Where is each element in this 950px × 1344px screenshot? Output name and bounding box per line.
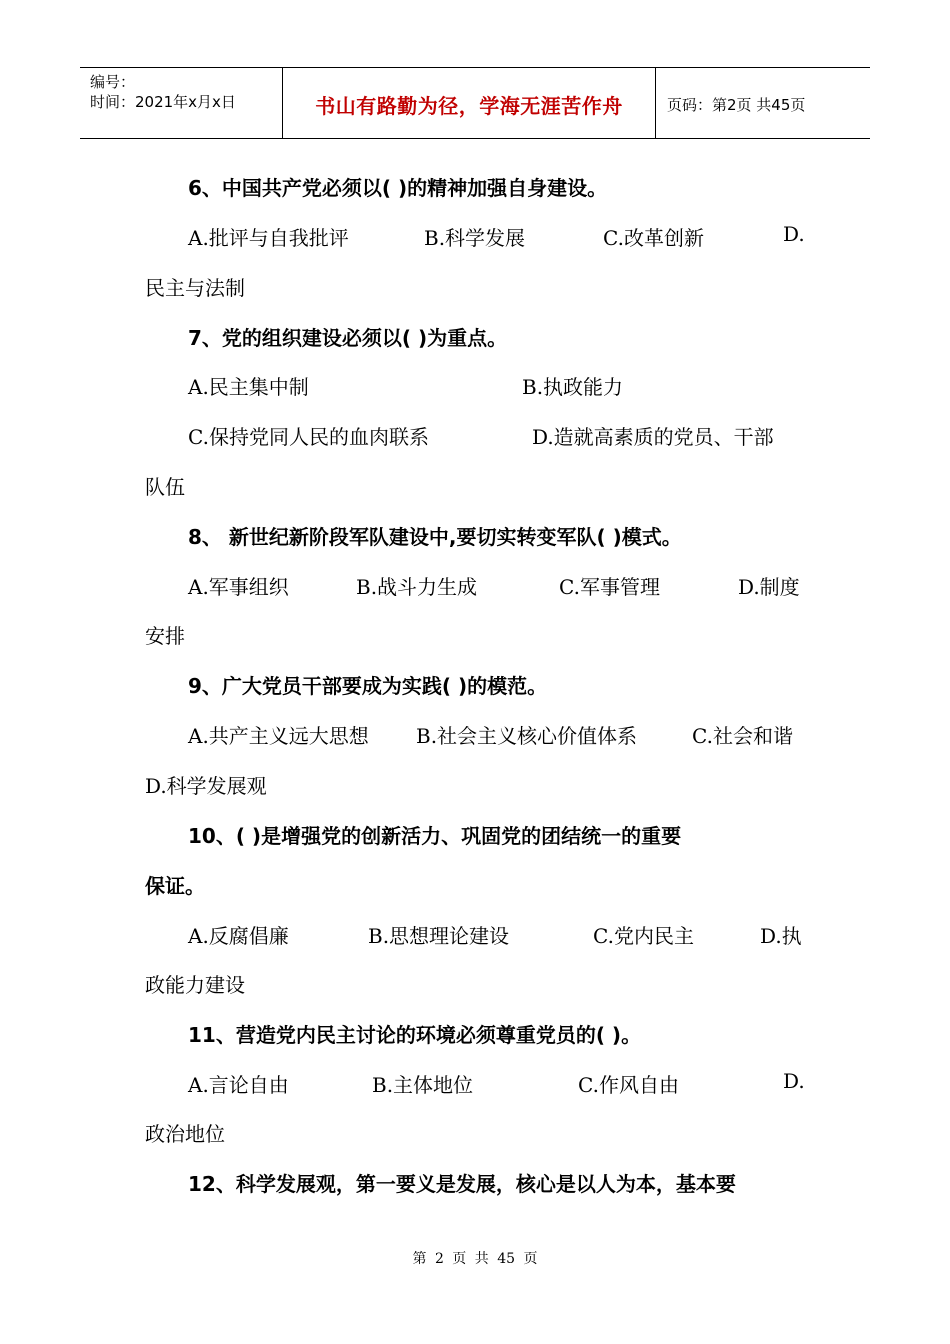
option-11d: D. — [783, 1069, 805, 1093]
option-9a: A.共产主义远大思想 — [188, 724, 369, 748]
option-9d: D.科学发展观 — [145, 774, 267, 798]
option-7d-cont: 队伍 — [145, 475, 185, 499]
header-info-cell — [80, 68, 282, 138]
header-motto-cell — [282, 68, 656, 138]
option-8d-cont: 安排 — [145, 624, 185, 648]
option-6c: C.改革创新 — [603, 226, 704, 250]
option-7c: C.保持党同人民的血肉联系 — [188, 425, 429, 449]
option-10a: A.反腐倡廉 — [188, 924, 289, 948]
question-7: 7、党的组织建设必须以( )为重点。 — [188, 326, 508, 350]
time-label: 时间：2021年x月x日 — [90, 93, 236, 111]
question-8: 8、 新世纪新阶段军队建设中,要切实转变军队( )模式。 — [188, 525, 682, 549]
option-6b: B.科学发展 — [424, 226, 526, 250]
option-6d-text: 民主与法制 — [145, 276, 245, 300]
question-6: 6、中国共产党必须以( )的精神加强自身建设。 — [188, 176, 608, 200]
option-8a: A.军事组织 — [188, 575, 289, 599]
question-10: 10、( )是增强党的创新活力、巩固党的团结统一的重要 — [188, 824, 682, 848]
page-header — [80, 67, 870, 139]
question-11: 11、营造党内民主讨论的环境必须尊重党员的( )。 — [188, 1023, 642, 1047]
option-7d: D.造就高素质的党员、干部 — [532, 425, 774, 449]
page-footer: 第 2 页 共 45 页 — [412, 1251, 538, 1267]
option-6a: A.批评与自我批评 — [188, 226, 349, 250]
option-11c: C.作风自由 — [578, 1073, 679, 1097]
option-8b: B.战斗力生成 — [356, 575, 478, 599]
option-11b: B.主体地位 — [372, 1073, 474, 1097]
option-11a: A.言论自由 — [188, 1073, 289, 1097]
option-10b: B.思想理论建设 — [368, 924, 510, 948]
option-8c: C.军事管理 — [559, 575, 660, 599]
option-10d: D.执 — [760, 924, 802, 948]
option-10d-cont: 政能力建设 — [145, 973, 245, 997]
motto-text: 书山有路勤为径，学海无涯苦作舟 — [315, 94, 623, 118]
question-10-cont: 保证。 — [145, 874, 205, 898]
option-7b: B.执政能力 — [522, 375, 624, 399]
number-label: 编号： — [90, 73, 136, 91]
header-page-cell — [655, 68, 870, 138]
option-8d: D.制度 — [738, 575, 800, 599]
option-11d-text: 政治地位 — [145, 1122, 225, 1146]
question-9: 9、广大党员干部要成为实践( )的模范。 — [188, 674, 548, 698]
option-10c: C.党内民主 — [593, 924, 694, 948]
option-7a: A.民主集中制 — [188, 375, 309, 399]
question-12: 12、科学发展观，第一要义是发展，核心是以人为本，基本要 — [188, 1172, 736, 1196]
option-9c: C.社会和谐 — [692, 724, 793, 748]
option-9b: B.社会主义核心价值体系 — [416, 724, 638, 748]
page-info: 页码：第2页 共45页 — [667, 96, 806, 114]
option-6d: D. — [783, 222, 805, 246]
